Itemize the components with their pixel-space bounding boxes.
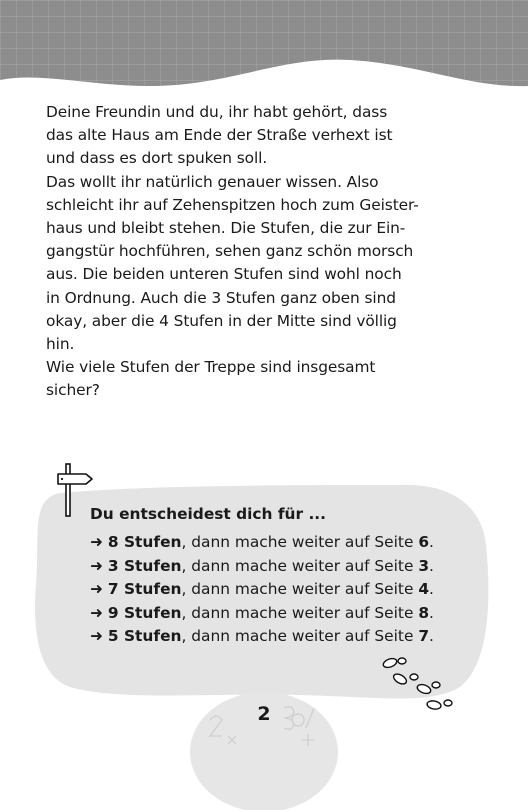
story-line: sicher? [46, 381, 100, 400]
story-line: gangstür hochführen, sehen ganz schön morsch [46, 242, 414, 261]
choice-item[interactable] [90, 602, 434, 626]
story-paragraph-2 [46, 171, 446, 357]
story-line: haus und bleibt stehen. Die Stufen, die zur Ein- [46, 219, 406, 238]
choice-page: 8 [418, 603, 430, 622]
choice-text: , dann mache weiter auf Seite [181, 556, 419, 575]
page-number: 2 [257, 703, 271, 725]
story-line: hin. [46, 335, 75, 354]
arrow-right-icon: ➜ [90, 580, 103, 599]
choice-answer: 3 Stufen [107, 556, 182, 575]
choice-item[interactable] [90, 578, 434, 602]
story-line: schleicht ihr auf Zehenspitzen hoch zum Geister- [46, 195, 419, 214]
grid-pattern [0, 0, 528, 100]
story-paragraph-1 [46, 101, 446, 171]
choice-end: . [429, 627, 434, 646]
story-line: in Ordnung. Auch die 3 Stufen ganz oben sind [46, 288, 396, 307]
story-line: Deine Freundin und du, ihr habt gehört, dass [46, 103, 388, 121]
choice-end: . [429, 533, 434, 551]
story-line: aus. Die beiden unteren Stufen sind wohl noch [46, 265, 402, 284]
choice-end: . [429, 603, 434, 622]
choice-text: , dann mache weiter auf Seite [181, 533, 419, 551]
choice-heading: Du entscheidest dich für ... [90, 505, 326, 523]
choice-end: . [429, 556, 434, 575]
choice-page: 4 [418, 580, 430, 599]
choice-answer: 5 Stufen [107, 627, 182, 646]
choice-page: 7 [418, 627, 430, 646]
choice-text: , dann mache weiter auf Seite [181, 580, 419, 599]
choice-text: , dann mache weiter auf Seite [181, 627, 419, 646]
story-line: Das wollt ihr natürlich genauer wissen. Also [46, 172, 379, 191]
story-text [46, 101, 446, 403]
choice-end: . [429, 580, 434, 599]
story-line: das alte Haus am Ende der Straße verhext ist [46, 126, 393, 145]
footprints-icon [378, 655, 458, 715]
choice-answer: 8 Stufen [107, 533, 182, 551]
choice-text: , dann mache weiter auf Seite [181, 603, 419, 622]
story-line: Wie viele Stufen der Treppe sind insgesamt [46, 358, 376, 377]
choice-answer: 9 Stufen [107, 603, 182, 622]
choice-item[interactable] [90, 625, 434, 649]
choice-item[interactable] [90, 531, 434, 555]
header-band [0, 0, 528, 100]
choice-list [90, 531, 434, 649]
signpost-icon [54, 460, 94, 520]
story-line: und dass es dort spuken soll. [46, 149, 268, 168]
choice-page: 6 [418, 533, 430, 551]
arrow-right-icon: ➜ [90, 533, 103, 551]
arrow-right-icon: ➜ [90, 603, 103, 622]
arrow-right-icon: ➜ [90, 556, 103, 575]
choice-page: 3 [418, 556, 430, 575]
choice-item[interactable] [90, 555, 434, 579]
story-line: okay, aber die 4 Stufen in der Mitte sind völlig [46, 311, 397, 330]
choice-answer: 7 Stufen [107, 580, 182, 599]
story-question [46, 356, 446, 402]
arrow-right-icon: ➜ [90, 627, 103, 646]
